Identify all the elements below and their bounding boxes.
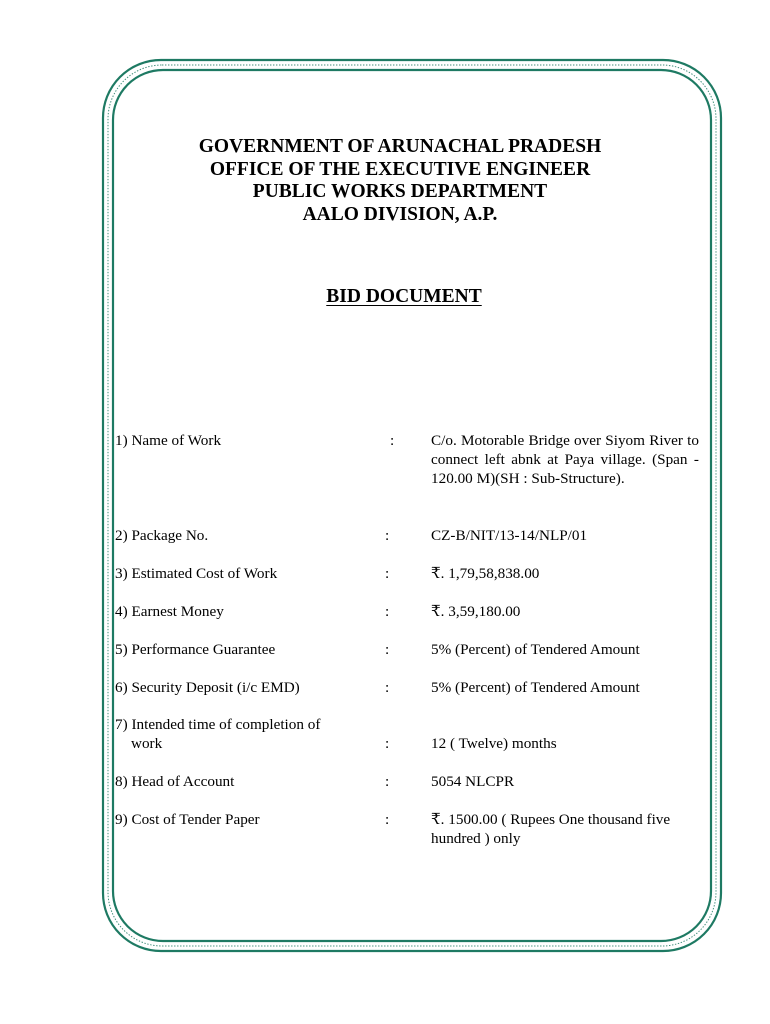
item-value: ₹. 1500.00 ( Rupees One thousand five hundred ) only [431,811,671,847]
heading-division: AALO DIVISION, A.P. [302,203,498,225]
item-value: 12 ( Twelve) months [431,735,557,752]
item-separator: : [385,811,390,828]
heading-department: PUBLIC WORKS DEPARTMENT [252,181,548,202]
item-separator: : [385,735,390,752]
item-value: 5054 NLCPR [431,773,515,790]
item-value: 5% (Percent) of Tendered Amount [431,679,640,696]
office-heading [0,136,770,226]
document-title-text: BID DOCUMENT [326,286,482,307]
item-value: CZ-B/NIT/13-14/NLP/01 [431,527,588,544]
item-label-line: 7) Intended time of completion of [115,716,321,733]
item-label: 4) Earnest Money [115,603,224,620]
item-label: 8) Head of Account [115,773,235,790]
item-separator: : [385,773,390,790]
document-title [0,286,770,308]
heading-office: OFFICE OF THE EXECUTIVE ENGINEER [209,158,591,180]
item-value: ₹. 3,59,180.00 [431,603,521,620]
heading-government: GOVERNMENT OF ARUNACHAL PRADESH [198,136,602,157]
item-separator: : [390,432,395,449]
item-separator: : [385,527,390,544]
item-label: 1) Name of Work [115,432,222,449]
item-separator: : [385,565,390,582]
item-separator: : [385,641,390,658]
item-label [115,715,365,753]
item-label: 5) Performance Guarantee [115,641,276,658]
item-label: 6) Security Deposit (i/c EMD) [115,679,300,696]
item-label: 9) Cost of Tender Paper [115,811,260,828]
item-separator: : [385,603,390,620]
item-value: 5% (Percent) of Tendered Amount [431,641,640,658]
item-label: 3) Estimated Cost of Work [115,565,278,582]
item-value: C/o. Motorable Bridge over Siyom River to connect left abnk at Paya village. (Span - 120.00 M)(SH : Sub-Structure). [431,432,699,487]
item-value: ₹. 1,79,58,838.00 [431,565,540,582]
item-label: 2) Package No. [115,527,209,544]
item-separator: : [385,679,390,696]
item-label-continuation: work [131,735,163,752]
